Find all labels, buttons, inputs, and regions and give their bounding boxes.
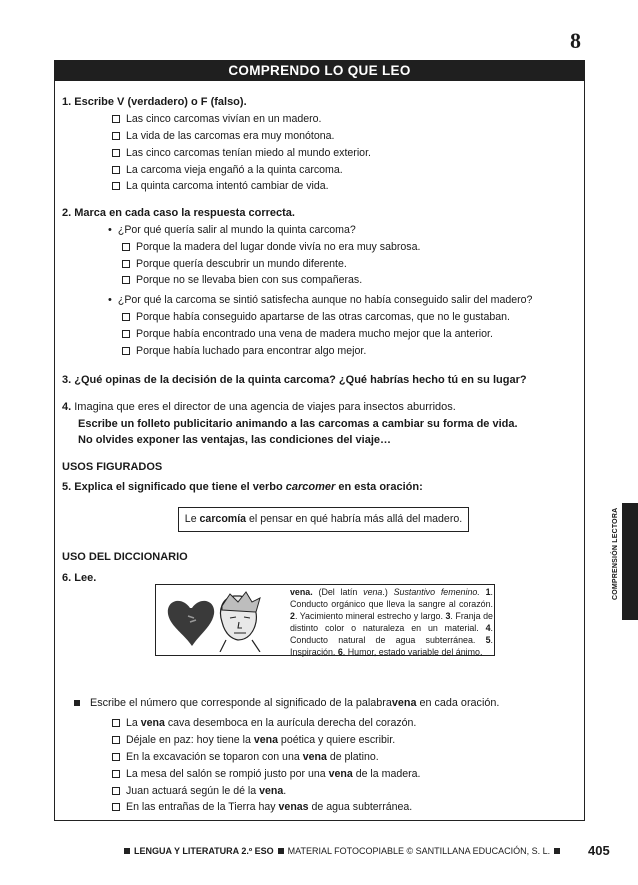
answer-option: Porque había conseguido apartarse de las otras carcomas, que no le gustaban.: [122, 311, 510, 323]
vena-sentence: En las entrañas de la Tierra hay venas de agua subterránea.: [112, 801, 412, 813]
bullet-icon: •: [108, 224, 112, 236]
heart-and-man-icon: [160, 588, 282, 652]
checkbox[interactable]: [112, 803, 120, 811]
page-number: 8: [570, 28, 581, 53]
checkbox[interactable]: [112, 149, 120, 157]
checkbox[interactable]: [112, 753, 120, 761]
checkbox[interactable]: [122, 347, 130, 355]
question-number: 1.: [62, 96, 72, 108]
bullet-icon: •: [108, 294, 112, 306]
checkbox[interactable]: [112, 115, 120, 123]
checkbox[interactable]: [112, 132, 120, 140]
question-5: 5. Explica el significado que tiene el verbo carcomer en esta oración:: [62, 481, 423, 493]
checkbox[interactable]: [112, 182, 120, 190]
question-4: 4. Imagina que eres el director de una agencia de viajes para insectos aburridos.: [62, 401, 456, 413]
side-tab: [622, 503, 638, 620]
footer-page-number: 405: [588, 843, 610, 858]
answer-option: Porque había encontrado una vena de madera mucho mejor que la anterior.: [122, 328, 493, 340]
checkbox[interactable]: [112, 719, 120, 727]
example-sentence-box: Le carcomía el pensar en qué habría más allá del madero.: [178, 507, 469, 532]
answer-option: Porque no se llevaba bien con sus compañeras.: [122, 274, 362, 286]
checkbox[interactable]: [122, 330, 130, 338]
true-false-item: La quinta carcoma intentó cambiar de vida.: [112, 180, 329, 192]
answer-option: Porque había luchado para encontrar algo mejor.: [122, 345, 366, 357]
question-6-task: Escribe el número que corresponde al significado de la palabra vena en cada oración.: [74, 697, 499, 709]
question-4-instruction: Escribe un folleto publicitario animando a las carcomas a cambiar su forma de vida.: [78, 418, 518, 430]
true-false-item: Las cinco carcomas tenían miedo al mundo exterior.: [112, 147, 371, 159]
question-3: 3. ¿Qué opinas de la decisión de la quinta carcoma? ¿Qué habrías hecho tú en su lugar?: [62, 374, 527, 386]
square-bullet-icon: [124, 848, 130, 854]
question-4-instruction: No olvides exponer las ventajas, las condiciones del viaje…: [78, 434, 392, 446]
vena-sentence: Déjale en paz: hoy tiene la vena poética y quiere escribir.: [112, 734, 395, 746]
square-bullet-icon: [74, 700, 80, 706]
true-false-item: La vida de las carcomas era muy monótona.: [112, 130, 334, 142]
answer-option: Porque la madera del lugar donde vivía no era muy sabrosa.: [122, 241, 420, 253]
vena-sentence: La mesa del salón se rompió justo por una vena de la madera.: [112, 768, 420, 780]
sub-question: • ¿Por qué quería salir al mundo la quinta carcoma?: [108, 224, 356, 236]
question-6: 6. Lee.: [62, 572, 97, 584]
checkbox[interactable]: [112, 787, 120, 795]
square-bullet-icon: [278, 848, 284, 854]
checkbox[interactable]: [112, 166, 120, 174]
question-prompt: Escribe V (verdadero) o F (falso).: [74, 96, 247, 108]
vena-sentence: Juan actuará según le dé la vena .: [112, 785, 286, 797]
checkbox[interactable]: [122, 260, 130, 268]
checkbox[interactable]: [122, 243, 130, 251]
sub-question: • ¿Por qué la carcoma se sintió satisfecha aunque no había conseguido salir del madero?: [108, 294, 533, 306]
vena-sentence: La vena cava desemboca en la aurícula derecha del corazón.: [112, 717, 416, 729]
section-heading-diccionario: USO DEL DICCIONARIO: [62, 551, 188, 563]
checkbox[interactable]: [122, 313, 130, 321]
worksheet-title: COMPRENDO LO QUE LEO: [54, 60, 585, 81]
section-heading-figurados: USOS FIGURADOS: [62, 461, 163, 473]
true-false-item: Las cinco carcomas vivían en un madero.: [112, 113, 322, 125]
side-section-label: COMPRENSIÓN LECTORA: [612, 507, 619, 600]
vena-sentence: En la excavación se toparon con una vena de platino.: [112, 751, 379, 763]
dictionary-entry: vena. (Del latín vena.) Sustantivo femenino. 1. Conducto orgánico que lleva la sangre al corazón. 2. Yacimiento mineral estrecho y largo. 3. Franja de distinto color o naturaleza en un material. 4. Conducto natural de agua subterránea. 5. Inspiración. 6. Humor, estado variable del ánimo.: [290, 587, 494, 657]
footer: LENGUA Y LITERATURA 2.º ESO MATERIAL FOTOCOPIABLE © SANTILLANA EDUCACIÓN, S. L.: [120, 846, 564, 856]
question-2: 2. Marca en cada caso la respuesta correcta.: [62, 207, 295, 219]
checkbox[interactable]: [112, 736, 120, 744]
checkbox[interactable]: [112, 770, 120, 778]
square-bullet-icon: [554, 848, 560, 854]
checkbox[interactable]: [122, 276, 130, 284]
question-1: [62, 96, 247, 108]
answer-option: Porque quería descubrir un mundo diferente.: [122, 258, 347, 270]
true-false-item: La carcoma vieja engañó a la quinta carcoma.: [112, 164, 343, 176]
